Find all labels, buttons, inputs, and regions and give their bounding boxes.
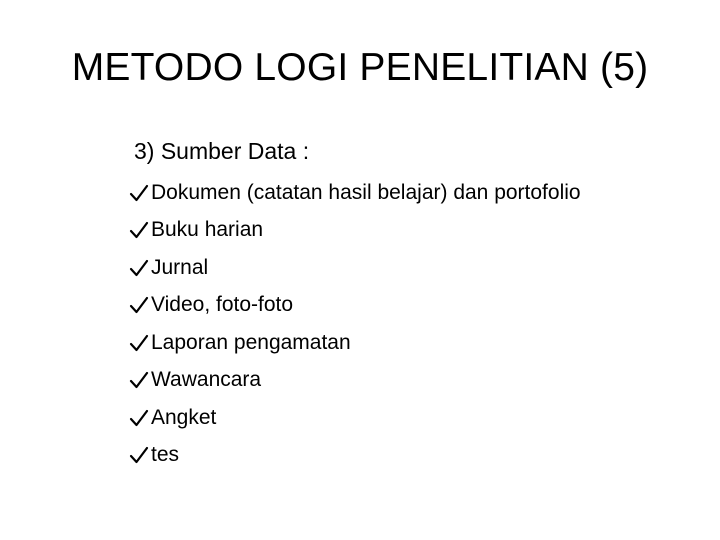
list-item-label: Dokumen (catatan hasil belajar) dan portofolio	[151, 180, 581, 204]
list-item	[128, 437, 581, 475]
list-item-label: Video, foto-foto	[151, 293, 294, 317]
list-item-label: Wawancara	[151, 368, 262, 392]
list-item-label: tes	[151, 443, 180, 467]
list-item-label: Angket	[151, 405, 217, 429]
bullet-list	[128, 174, 581, 474]
list-item	[128, 174, 581, 212]
checkmark-icon	[128, 444, 150, 466]
slide-title: METODO LOGI PENELITIAN (5)	[71, 46, 649, 89]
list-item-label: Jurnal	[151, 255, 209, 279]
list-item	[128, 212, 581, 250]
checkmark-icon	[128, 369, 150, 391]
list-item-label: Laporan pengamatan	[151, 330, 351, 354]
section-heading: 3) Sumber Data :	[134, 138, 310, 164]
list-item	[128, 249, 581, 287]
list-item	[128, 399, 581, 437]
checkmark-icon	[128, 407, 150, 429]
list-item	[128, 324, 581, 362]
checkmark-icon	[128, 294, 150, 316]
list-item	[128, 362, 581, 400]
checkmark-icon	[128, 257, 150, 279]
list-item	[128, 287, 581, 325]
checkmark-icon	[128, 332, 150, 354]
checkmark-icon	[128, 219, 150, 241]
checkmark-icon	[128, 182, 150, 204]
list-item-label: Buku harian	[151, 218, 264, 242]
